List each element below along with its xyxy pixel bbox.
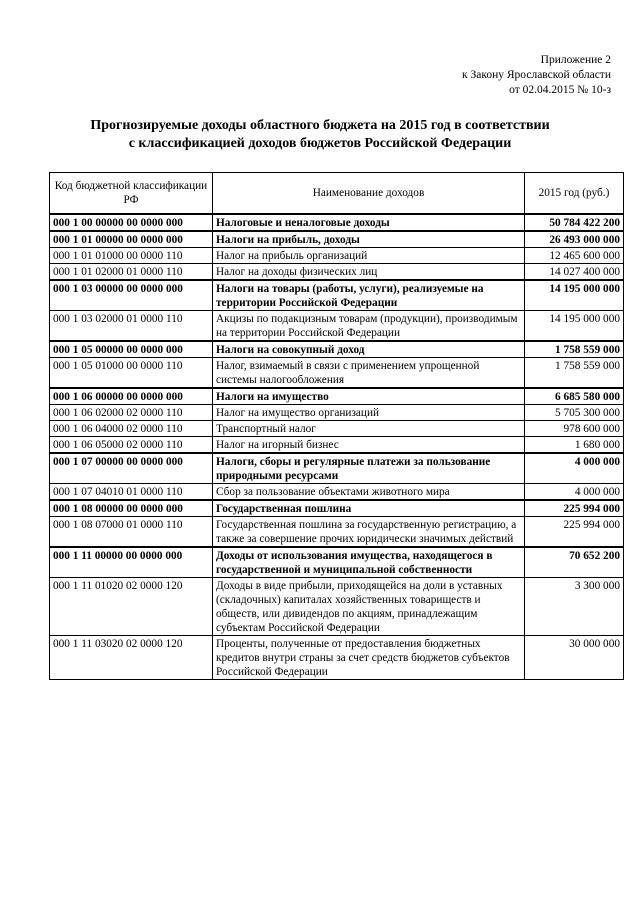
cell-name: Сбор за пользование объектами животного мира	[213, 484, 525, 501]
cell-name: Транспортный налог	[213, 421, 525, 437]
cell-amount: 978 600 000	[525, 421, 624, 437]
cell-name: Налог, взимаемый в связи с применением упрощенной системы налогообложения	[213, 358, 525, 389]
header-amount: 2015 год (руб.)	[525, 173, 624, 215]
cell-code: 000 1 06 00000 00 0000 000	[50, 388, 213, 405]
cell-name: Акцизы по подакцизным товарам (продукции), производимым на территории Российской Федерации	[213, 311, 525, 342]
table-body	[50, 214, 624, 680]
table-row	[50, 214, 624, 231]
table-row	[50, 578, 624, 636]
cell-amount: 4 000 000	[525, 453, 624, 484]
table-row	[50, 264, 624, 281]
cell-code: 000 1 06 04000 02 0000 110	[50, 421, 213, 437]
cell-code: 000 1 01 01000 00 0000 110	[50, 248, 213, 264]
document-title	[40, 117, 600, 153]
cell-name: Государственная пошлина	[213, 500, 525, 517]
revenue-table	[49, 172, 624, 680]
cell-amount: 26 493 000 000	[525, 231, 624, 248]
table-row	[50, 231, 624, 248]
cell-name: Налоги на товары (работы, услуги), реализуемые на территории Российской Федерации	[213, 280, 525, 311]
cell-name: Налог на доходы физических лиц	[213, 264, 525, 281]
cell-name: Налоги, сборы и регулярные платежи за пользование природными ресурсами	[213, 453, 525, 484]
header-code: Код бюджетной классификации РФ	[50, 173, 213, 215]
cell-code: 000 1 08 07000 01 0000 110	[50, 517, 213, 548]
cell-name: Налог на игорный бизнес	[213, 437, 525, 454]
cell-amount: 14 027 400 000	[525, 264, 624, 281]
cell-amount: 6 685 580 000	[525, 388, 624, 405]
title-line-1: Прогнозируемые доходы областного бюджета на 2015 год в соответствии	[90, 118, 550, 133]
title-line-2: с классификацией доходов бюджетов Российской Федерации	[128, 136, 512, 151]
cell-amount: 1 758 559 000	[525, 358, 624, 389]
cell-code: 000 1 00 00000 00 0000 000	[50, 214, 213, 231]
cell-name: Доходы от использования имущества, находящегося в государственной и муниципальной собственности	[213, 547, 525, 578]
cell-code: 000 1 07 04010 01 0000 110	[50, 484, 213, 501]
cell-amount: 50 784 422 200	[525, 214, 624, 231]
cell-amount: 1 680 000	[525, 437, 624, 454]
cell-code: 000 1 05 00000 00 0000 000	[50, 341, 213, 358]
table-row	[50, 248, 624, 264]
table-row	[50, 453, 624, 484]
cell-code: 000 1 06 02000 02 0000 110	[50, 405, 213, 421]
cell-amount: 225 994 000	[525, 517, 624, 548]
table-row	[50, 421, 624, 437]
appendix-line-3: от 02.04.2015 № 10-з	[509, 84, 611, 96]
table-row	[50, 341, 624, 358]
cell-amount: 14 195 000 000	[525, 280, 624, 311]
header-name: Наименование доходов	[213, 173, 525, 215]
table-row	[50, 500, 624, 517]
appendix-line-2: к Закону Ярославской области	[462, 69, 611, 81]
cell-name: Налоги на совокупный доход	[213, 341, 525, 358]
cell-code: 000 1 06 05000 02 0000 110	[50, 437, 213, 454]
cell-name: Государственная пошлина за государственную регистрацию, а также за совершение прочих юридически значимых действий	[213, 517, 525, 548]
cell-amount: 225 994 000	[525, 500, 624, 517]
cell-amount: 3 300 000	[525, 578, 624, 636]
cell-amount: 70 652 200	[525, 547, 624, 578]
cell-name: Доходы в виде прибыли, приходящейся на доли в уставных (складочных) капиталах хозяйственных товариществ и обществ, или дивидендов по акциям, принадлежащим субъектам Российской Федерации	[213, 578, 525, 636]
cell-amount: 4 000 000	[525, 484, 624, 501]
cell-amount: 1 758 559 000	[525, 341, 624, 358]
cell-name: Налог на прибыль организаций	[213, 248, 525, 264]
cell-code: 000 1 07 00000 00 0000 000	[50, 453, 213, 484]
table-row	[50, 311, 624, 342]
cell-code: 000 1 01 00000 00 0000 000	[50, 231, 213, 248]
table-row	[50, 405, 624, 421]
cell-amount: 12 465 600 000	[525, 248, 624, 264]
cell-code: 000 1 11 03020 02 0000 120	[50, 636, 213, 680]
cell-code: 000 1 03 02000 01 0000 110	[50, 311, 213, 342]
table-row	[50, 484, 624, 501]
cell-code: 000 1 11 01020 02 0000 120	[50, 578, 213, 636]
cell-amount: 14 195 000 000	[525, 311, 624, 342]
cell-name: Налоги на прибыль, доходы	[213, 231, 525, 248]
cell-code: 000 1 11 00000 00 0000 000	[50, 547, 213, 578]
cell-amount: 5 705 300 000	[525, 405, 624, 421]
table-row	[50, 547, 624, 578]
table-row	[50, 437, 624, 454]
table-row	[50, 517, 624, 548]
cell-amount: 30 000 000	[525, 636, 624, 680]
cell-code: 000 1 01 02000 01 0000 110	[50, 264, 213, 281]
cell-name: Налоговые и неналоговые доходы	[213, 214, 525, 231]
cell-code: 000 1 05 01000 00 0000 110	[50, 358, 213, 389]
table-row	[50, 280, 624, 311]
table-header-row	[50, 173, 624, 215]
appendix-block	[462, 53, 611, 98]
appendix-line-1: Приложение 2	[540, 54, 611, 66]
table-row	[50, 388, 624, 405]
cell-name: Налог на имущество организаций	[213, 405, 525, 421]
table-row	[50, 358, 624, 389]
cell-code: 000 1 08 00000 00 0000 000	[50, 500, 213, 517]
cell-name: Проценты, полученные от предоставления бюджетных кредитов внутри страны за счет средств бюджетов субъектов Российской Федерации	[213, 636, 525, 680]
cell-code: 000 1 03 00000 00 0000 000	[50, 280, 213, 311]
cell-name: Налоги на имущество	[213, 388, 525, 405]
table-row	[50, 636, 624, 680]
